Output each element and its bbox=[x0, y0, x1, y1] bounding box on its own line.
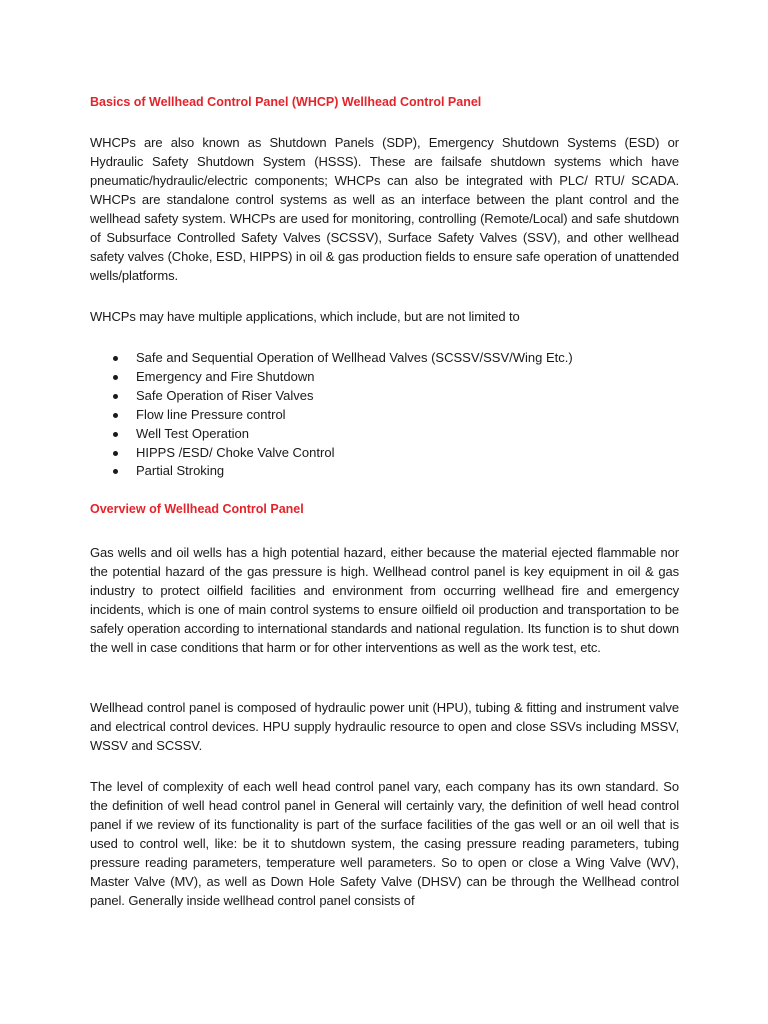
bullet-icon bbox=[113, 432, 118, 437]
list-item: Well Test Operation bbox=[90, 425, 573, 444]
paragraph-complexity: The level of complexity of each well head control panel vary, each company has its own standard. So the definition of well head control panel in General will certainly vary, the definition of well head control panel if we review of its functionality is part of the surface facilities of the gas well or an oil well that is used to control well, like: be it to shutdown system, the casing pressure reading parameters, tubing pressure reading parameters, temperature well parameters. So to open or close a Wing Valve (WV), Master Valve (MV), as well as Down Hole Safety Valve (DHSV) can be through the Wellhead control panel. Generally inside wellhead control panel consists of bbox=[90, 779, 679, 908]
paragraph-composition: Wellhead control panel is composed of hydraulic power unit (HPU), tubing & fitting and instrument valve and electrical control devices. HPU supply hydraulic resource to open and close SSVs including MSSV, WSSV and SCSSV. bbox=[90, 700, 679, 753]
paragraph-hazard-overview: Gas wells and oil wells has a high potential hazard, either because the material ejected flammable nor the potential hazard of the gas pressure is high. Wellhead control panel is key equipment in oil & gas industry to protect oilfield facilities and environment from occurring wellhead fire and emergency incidents, which is one of main control systems to ensure oilfield oil production and transportation to be safely operation according to international standards and national regulation. Its function is to shut down the well in case conditions that harm or for other interventions as well as the work test, etc. bbox=[90, 545, 679, 655]
bullet-icon bbox=[113, 469, 118, 474]
bullet-icon bbox=[113, 394, 118, 399]
bullet-icon bbox=[113, 375, 118, 380]
list-item: HIPPS /ESD/ Choke Valve Control bbox=[90, 444, 573, 463]
section-heading-basics: Basics of Wellhead Control Panel (WHCP) Wellhead Control Panel bbox=[90, 95, 482, 109]
list-item: Safe Operation of Riser Valves bbox=[90, 387, 573, 406]
applications-list bbox=[90, 349, 573, 481]
list-item: Emergency and Fire Shutdown bbox=[90, 368, 573, 387]
list-item: Safe and Sequential Operation of Wellhead Valves (SCSSV/SSV/Wing Etc.) bbox=[90, 349, 573, 368]
bullet-icon bbox=[113, 356, 118, 361]
bullet-icon bbox=[113, 413, 118, 418]
paragraph-whcp-definition: WHCPs are also known as Shutdown Panels (SDP), Emergency Shutdown Systems (ESD) or Hydraulic Safety Shutdown System (HSSS). These are failsafe shutdown systems which have pneumatic/hydraulic/electric components; WHCPs can also be integrated with PLC/ RTU/ SCADA. WHCPs are standalone control systems as well as an interface between the plant control and the wellhead safety system. WHCPs are used for monitoring, controlling (Remote/Local) and safe shutdown of Subsurface Controlled Safety Valves (SCSSV), Surface Safety Valves (SSV), and other wellhead safety valves (Choke, ESD, HIPPS) in oil & gas production fields to ensure safe operation of unattended wells/platforms. bbox=[90, 135, 679, 283]
section-heading-overview: Overview of Wellhead Control Panel bbox=[90, 502, 304, 516]
list-item: Partial Stroking bbox=[90, 462, 573, 481]
bullet-icon bbox=[113, 451, 118, 456]
paragraph-applications-intro: WHCPs may have multiple applications, which include, but are not limited to bbox=[90, 309, 520, 324]
list-item: Flow line Pressure control bbox=[90, 406, 573, 425]
